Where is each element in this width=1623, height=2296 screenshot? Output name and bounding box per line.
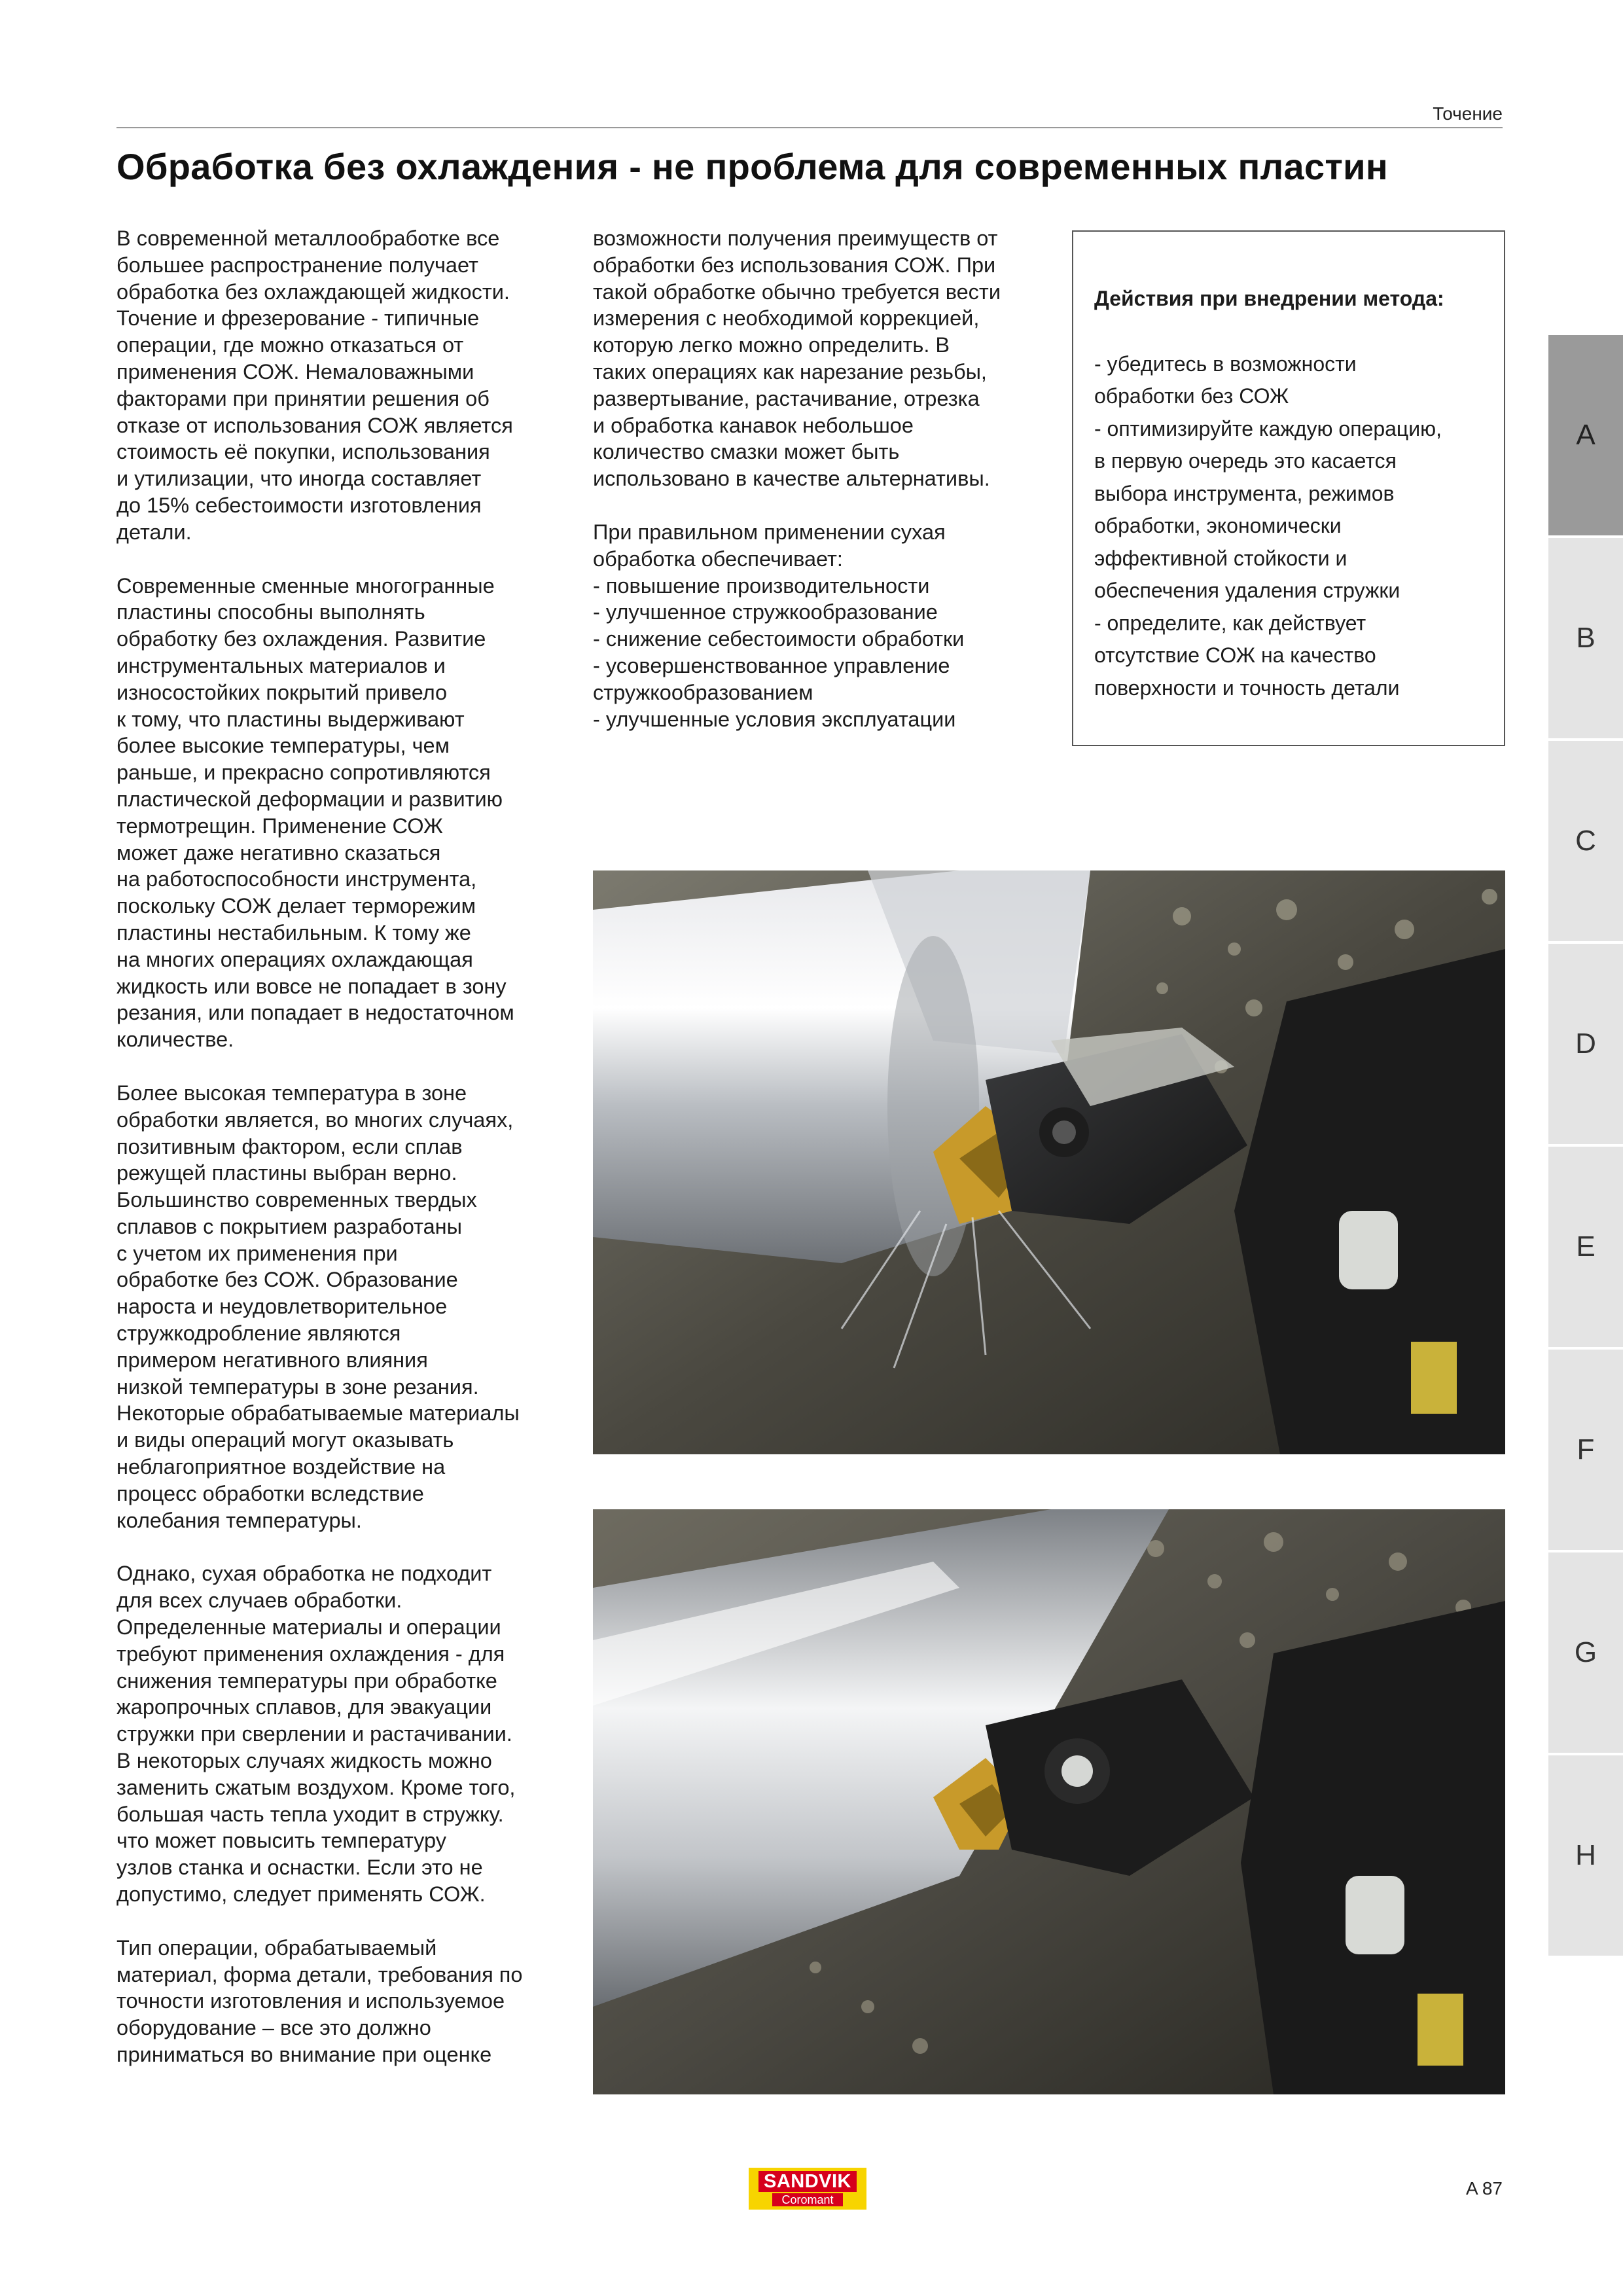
actions-box-title: Действия при внедрении метода: (1094, 287, 1444, 310)
page-number: A 87 (1465, 2178, 1503, 2198)
turning-photo-bottom-image (593, 1509, 1505, 2094)
turning-photo-top-image (593, 870, 1505, 1454)
paragraph: В современной металлообработке все большее распространение получает обработка без охлаждающей жидкости. Точение и фрезерование - типичные операции, где можно отказаться от применения СОЖ. Немаловажными факторами при принятии решения об отказе от использования СОЖ является стоимость её покупки, использования и утилизации, что иногда составляет до 15% себестоимости изготовления детали. (116, 226, 513, 544)
tab-b[interactable]: B (1548, 538, 1623, 738)
section-label: Точение (1433, 103, 1503, 124)
text-column-left (116, 225, 555, 2095)
logo-line-1: SANDVIK (758, 2171, 857, 2192)
paragraph: Тип операции, обрабатываемый материал, форма детали, требования по точности изготовления и используемое оборудование – все это должно приниматься во внимание при оценке (116, 1935, 523, 2066)
actions-box (1072, 230, 1505, 746)
section-tabs (1548, 335, 1623, 1958)
paragraph: Современные сменные многогранные пластины способны выполнять обработку без охлаждения. Развитие инструментальных материалов и износостойких покрытий привело к тому, что пластины выдерживают более высокие температуры, чем раньше, и прекрасно сопротивляются пластической деформации и развитию термотрещин. Применение СОЖ может даже негативно сказаться на работоспособности инструмента, поскольку СОЖ делает терморежим пластины нестабильным. К тому же на многих операциях охлаждающая жидкость или вовсе не попадает в зону резания, или попадает в недостаточном количестве. (116, 573, 514, 1052)
turning-photo-bottom (593, 1509, 1505, 2094)
tab-g[interactable]: G (1548, 1552, 1623, 1753)
text-column-middle (593, 225, 1038, 759)
tab-h[interactable]: H (1548, 1755, 1623, 1956)
page-title: Обработка без охлаждения - не проблема для современных пластин (116, 146, 1388, 187)
paragraph: При правильном применении сухая обработка обеспечивает: - повышение производительности - улучшенное стружкообразование - снижение себестоимости обработки - усовершенствованное управление стружкообразованием - улучшенные условия эксплуатации (593, 520, 965, 731)
header-rule (116, 127, 1503, 128)
tab-f[interactable]: F (1548, 1350, 1623, 1550)
tab-c[interactable]: C (1548, 741, 1623, 941)
paragraph: Более высокая температура в зоне обработки является, во многих случаях, позитивным фактором, если сплав режущей пластины выбран верно. Большинство современных твердых сплавов с покрытием разработаны с учетом их применения при обработке без СОЖ. Образование нароста и неудовлетворительное стружкодробление являются примером негативного влияния низкой температуры в зоне резания. Некоторые обрабатываемые материалы и виды операций могут оказывать неблагоприятное воздействие на процесс обработки вследствие колебания температуры. (116, 1081, 520, 1532)
tab-a[interactable]: A (1548, 335, 1623, 535)
tab-e[interactable]: E (1548, 1147, 1623, 1347)
actions-box-list: - убедитесь в возможности обработки без СОЖ - оптимизируйте каждую операцию, в первую очередь это касается выбора инструмента, режимов обработки, экономически эффективной стойкости и обеспечения удаления стружки - определите, как действует отсутствие СОЖ на качество поверхности и точность детали (1094, 351, 1442, 700)
sandvik-coromant-logo (749, 2168, 866, 2210)
logo-line-2: Coromant (772, 2193, 842, 2206)
turning-photo-top (593, 870, 1505, 1454)
paragraph: возможности получения преимуществ от обработки без использования СОЖ. При такой обработке обычно требуется вести измерения с необходимой коррекцией, которую легко можно определить. В таких операциях как нарезание резьбы, развертывание, растачивание, отрезка и обработка канавок небольшое количество смазки может быть использовано в качестве альтернативы. (593, 226, 1001, 491)
tab-d[interactable]: D (1548, 944, 1623, 1144)
paragraph: Однако, сухая обработка не подходит для всех случаев обработки. Определенные материалы и операции требуют применения охлаждения - для снижения температуры при обработке жаропрочных сплавов, для эвакуации стружки при сверлении и растачивании. В некоторых случаях жидкость можно заменить сжатым воздухом. Кроме того, большая часть тепла уходит в стружку. что может повысить температуру узлов станка и оснастки. Если это не допустимо, следует применять СОЖ. (116, 1562, 516, 1907)
